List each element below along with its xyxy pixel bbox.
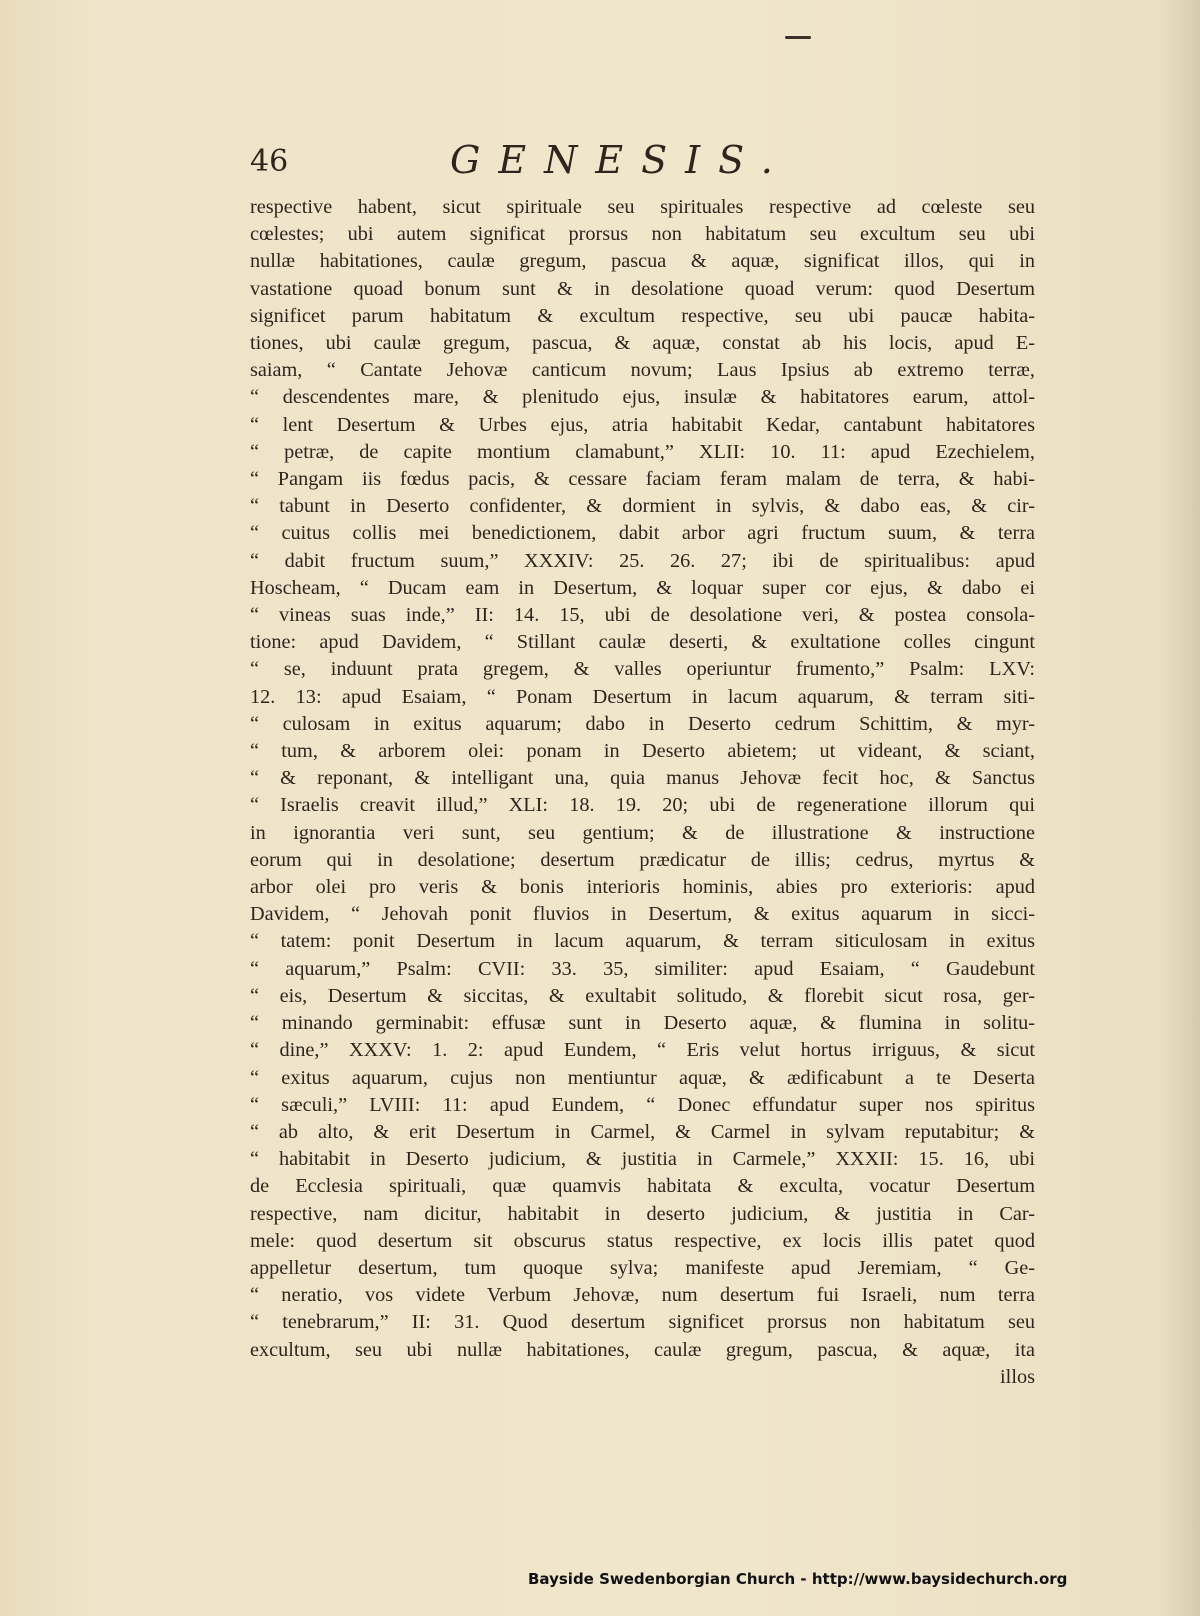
text-line: “ tenebrarum,” II: 31. Quod desertum significet prorsus non habitatum seu (250, 1311, 1035, 1334)
watermark-footer: Bayside Swedenborgian Church - http://www.baysidechurch.org (528, 1570, 1068, 1588)
text-line: respective habent, sicut spirituale seu spirituales respective ad cœleste seu (250, 196, 1035, 218)
text-line: appelletur desertum, tum quoque sylva; manifeste apud Jeremiam, “ Ge- (250, 1256, 1035, 1279)
text-line: Hoscheam, “ Ducam eam in Desertum, & loquar super cor ejus, & dabo ei (250, 576, 1035, 599)
text-line: “ sæculi,” LVIII: 11: apud Eundem, “ Donec effundatur super nos spiritus (250, 1093, 1035, 1116)
text-line: “ exitus aquarum, cujus non mentiuntur aquæ, & ædificabunt a te Deserta (250, 1066, 1035, 1089)
text-line: “ cuitus collis mei benedictionem, dabit arbor agri fructum suum, & terra (250, 522, 1035, 545)
text-line: “ aquarum,” Psalm: CVII: 33. 35, similiter: apud Esaiam, “ Gaudebunt (250, 957, 1035, 980)
text-line: cœlestes; ubi autem significat prorsus non habitatum seu excultum seu ubi (250, 223, 1035, 246)
text-line: “ eis, Desertum & siccitas, & exultabit solitudo, & florebit sicut rosa, ger- (250, 984, 1035, 1007)
text-line: “ se, induunt prata gregem, & valles operiuntur frumento,” Psalm: LXV: (250, 658, 1035, 681)
text-line: significet parum habitatum & excultum respective, seu ubi paucæ habita- (250, 304, 1035, 327)
text-line: “ culosam in exitus aquarum; dabo in Deserto cedrum Schittim, & myr- (250, 712, 1035, 735)
body-text (250, 194, 1035, 1391)
text-line: “ neratio, vos videte Verbum Jehovæ, num desertum fui Israeli, num terra (250, 1284, 1035, 1307)
text-line: “ petræ, de capite montium clamabunt,” XLII: 10. 11: apud Ezechielem, (250, 440, 1035, 463)
text-line: “ minando germinabit: effusæ sunt in Deserto aquæ, & flumina in solitu- (250, 1012, 1035, 1035)
text-line: mele: quod desertum sit obscurus status respective, ex locis illis patet quod (250, 1229, 1035, 1252)
page-gutter-shadow (1160, 0, 1200, 1616)
catchword: illos (1000, 1365, 1035, 1388)
text-line: in ignorantia veri sunt, seu gentium; & de illustratione & instructione (250, 821, 1035, 844)
page-number: 46 (250, 144, 289, 179)
text-line: “ tatem: ponit Desertum in lacum aquarum, & terram siticulosam in exitus (250, 930, 1035, 953)
text-line: saiam, “ Cantate Jehovæ canticum novum; Laus Ipsius ab extremo terræ, (250, 359, 1035, 382)
text-line: “ dabit fructum suum,” XXXIV: 25. 26. 27; ibi de spiritualibus: apud (250, 549, 1035, 572)
text-line: vastatione quoad bonum sunt & in desolatione quoad verum: quod Desertum (250, 277, 1035, 300)
text-line: tiones, ubi caulæ gregum, pascua, & aquæ, constat ab his locis, apud E- (250, 332, 1035, 355)
text-line: de Ecclesia spirituali, quæ quamvis habitata & exculta, vocatur Desertum (250, 1175, 1035, 1198)
text-line: respective, nam dicitur, habitabit in deserto judicium, & justitia in Car- (250, 1202, 1035, 1225)
text-line: “ habitabit in Deserto judicium, & justitia in Carmele,” XXXII: 15. 16, ubi (250, 1148, 1035, 1171)
text-line: nullæ habitationes, caulæ gregum, pascua & aquæ, significat illos, qui in (250, 250, 1035, 273)
ink-mark (785, 36, 811, 39)
page-header (250, 138, 1070, 190)
text-line: 12. 13: apud Esaiam, “ Ponam Desertum in lacum aquarum, & terram siti- (250, 685, 1035, 708)
text-line: eorum qui in desolatione; desertum prædicatur de illis; cedrus, myrtus & (250, 848, 1035, 871)
text-line: “ ab alto, & erit Desertum in Carmel, & Carmel in sylvam reputabitur; & (250, 1120, 1035, 1143)
text-line: arbor olei pro veris & bonis interioris hominis, abies pro exterioris: apud (250, 876, 1035, 899)
text-line: “ Pangam iis fœdus pacis, & cessare faciam feram malam de terra, & habi- (250, 468, 1035, 491)
text-line: “ dine,” XXXV: 1. 2: apud Eundem, “ Eris velut hortus irriguus, & sicut (250, 1039, 1035, 1062)
text-line: “ tabunt in Deserto confidenter, & dormient in sylvis, & dabo eas, & cir- (250, 495, 1035, 518)
text-line: tione: apud Davidem, “ Stillant caulæ deserti, & exultatione colles cingunt (250, 631, 1035, 654)
text-line: “ descendentes mare, & plenitudo ejus, insulæ & habitatores earum, attol- (250, 386, 1035, 409)
text-line: Davidem, “ Jehovah ponit fluvios in Desertum, & exitus aquarum in sicci- (250, 903, 1035, 926)
text-line: “ & reponant, & intelligant una, quia manus Jehovæ fecit hoc, & Sanctus (250, 767, 1035, 790)
running-title: GENESIS. (450, 138, 791, 182)
text-line: excultum, seu ubi nullæ habitationes, caulæ gregum, pascua, & aquæ, ita (250, 1338, 1035, 1361)
text-line: “ tum, & arborem olei: ponam in Deserto abietem; ut videant, & sciant, (250, 740, 1035, 763)
text-line: “ Israelis creavit illud,” XLI: 18. 19. 20; ubi de regeneratione illorum qui (250, 794, 1035, 817)
text-line: “ vineas suas inde,” II: 14. 15, ubi de desolatione veri, & postea consola- (250, 604, 1035, 627)
text-line: “ lent Desertum & Urbes ejus, atria habitabit Kedar, cantabunt habitatores (250, 413, 1035, 436)
